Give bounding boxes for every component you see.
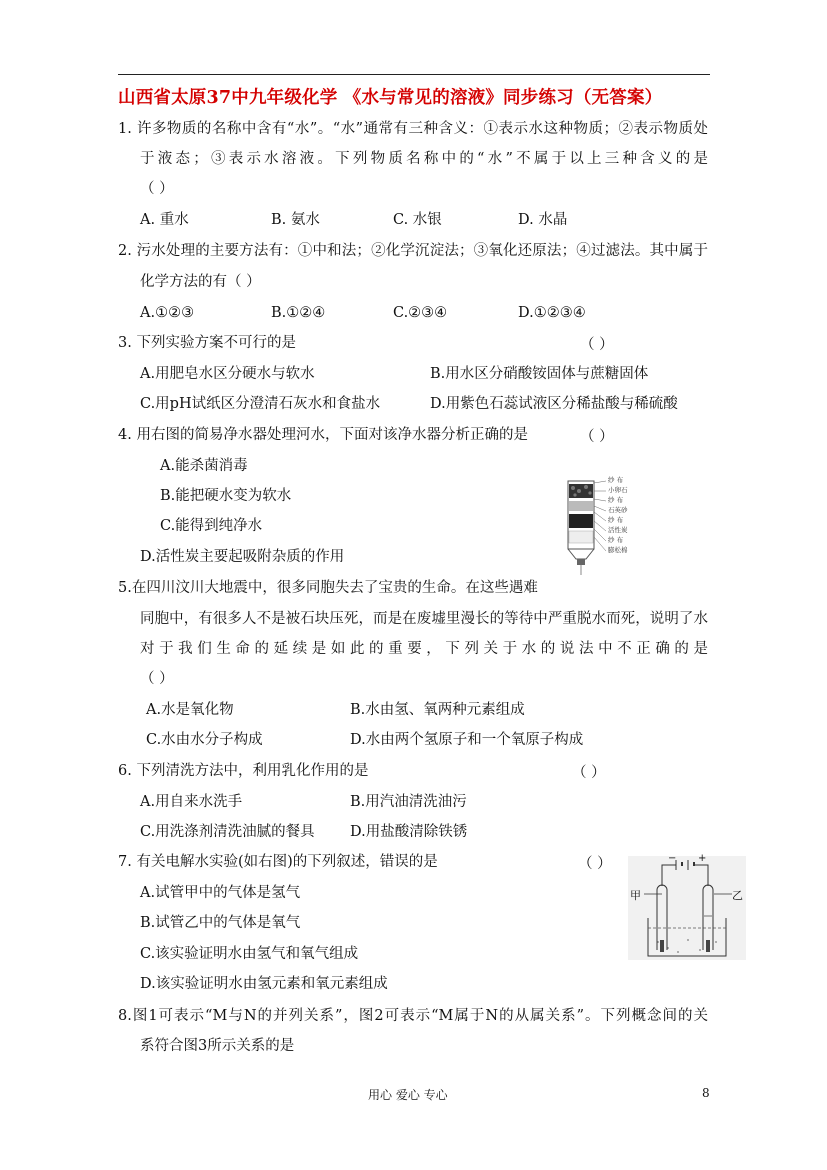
q7-option-c: C.该实验证明水由氢气和氧气组成 bbox=[140, 946, 359, 962]
fig1-label-2: 小卵石 bbox=[608, 486, 628, 494]
q1-answer-paren: （ ） bbox=[140, 181, 174, 197]
q3-answer-paren: （ ） bbox=[580, 337, 614, 353]
page-number: 8 bbox=[702, 1086, 710, 1100]
q6-option-c: C.用洗涤剂清洗油腻的餐具 bbox=[140, 824, 315, 840]
q5-answer-paren: （ ） bbox=[140, 671, 174, 687]
q8-line1: 8.图1可表示“M与N的并列关系”，图2可表示“M属于N的从属关系”。下列概念间的关 bbox=[118, 1008, 708, 1024]
q1-option-c: C. 水银 bbox=[393, 212, 442, 228]
q6-line1: 6. 下列清洗方法中，利用乳化作用的是 bbox=[118, 763, 369, 779]
q7-option-a: A.试管甲中的气体是氢气 bbox=[140, 885, 301, 901]
fig1-label-6: 活性炭 bbox=[608, 526, 628, 534]
q7-answer-paren: （ ） bbox=[578, 856, 612, 872]
fig1-label-8: 膨松棉 bbox=[608, 546, 628, 554]
water-purifier-figure bbox=[560, 475, 680, 585]
q4-option-c: C.能得到纯净水 bbox=[160, 518, 263, 534]
q5-option-d: D.水由两个氢原子和一个氧原子构成 bbox=[350, 732, 584, 748]
q1-line1: 1. 许多物质的名称中含有“水”。“水”通常有三种含义：①表示水这种物质；②表示物质处 bbox=[118, 121, 708, 137]
q2-option-d: D.①②③④ bbox=[518, 305, 586, 321]
q2-option-b: B.①②④ bbox=[271, 305, 326, 321]
fig1-label-3: 纱 布 bbox=[608, 496, 624, 504]
q7-option-b: B.试管乙中的气体是氧气 bbox=[140, 915, 301, 931]
q1-line2: 于液态；③表示水溶液。下列物质名称中的“水”不属于以上三种含义的是 bbox=[140, 151, 708, 167]
q6-option-a: A.用自来水洗手 bbox=[140, 794, 243, 810]
fig2-label-plus: + bbox=[698, 853, 707, 864]
q4-option-a: A.能杀菌消毒 bbox=[160, 458, 248, 474]
fig1-label-7: 纱 布 bbox=[608, 536, 624, 544]
q3-option-c: C.用pH试纸区分澄清石灰水和食盐水 bbox=[140, 396, 381, 412]
q5-option-b: B.水由氢、氧两种元素组成 bbox=[350, 702, 525, 718]
top-rule bbox=[118, 74, 710, 75]
q1-option-d: D. 水晶 bbox=[518, 212, 568, 228]
q7-line1: 7. 有关电解水实验(如右图)的下列叙述，错误的是 bbox=[118, 854, 438, 870]
fig2-label-yi: 乙 bbox=[732, 889, 743, 902]
q1-option-a: A. 重水 bbox=[140, 212, 189, 228]
fig1-label-4: 石英砂 bbox=[608, 506, 628, 514]
q6-option-d: D.用盐酸清除铁锈 bbox=[350, 824, 468, 840]
footer-motto: 用心 爱心 专心 bbox=[368, 1088, 448, 1102]
q3-option-a: A.用肥皂水区分硬水与软水 bbox=[140, 366, 315, 382]
q8-line2: 系符合图3所示关系的是 bbox=[140, 1038, 295, 1054]
fig1-label-5: 纱 布 bbox=[608, 516, 624, 524]
q5-line2: 同胞中，有很多人不是被石块压死，而是在废墟里漫长的等待中严重脱水而死，说明了水 bbox=[140, 611, 708, 627]
fig1-label-1: 纱 布 bbox=[608, 476, 624, 484]
q2-line2: 化学方法的有（ ） bbox=[140, 274, 261, 290]
electrolysis-figure bbox=[628, 853, 746, 960]
q5-line1: 5.在四川汶川大地震中，很多同胞失去了宝贵的生命。在这些遇难 bbox=[118, 580, 538, 596]
q3-option-b: B.用水区分硝酸铵固体与蔗糖固体 bbox=[430, 366, 649, 382]
q6-answer-paren: （ ） bbox=[572, 765, 606, 781]
fig2-label-jia: 甲 bbox=[630, 889, 641, 902]
q4-option-b: B.能把硬水变为软水 bbox=[160, 488, 292, 504]
q2-option-c: C.②③④ bbox=[393, 305, 448, 321]
q4-line1: 4. 用右图的简易净水器处理河水，下面对该净水器分析正确的是 bbox=[118, 427, 528, 443]
q5-line3: 对于我们生命的延续是如此的重要，下列关于水的说法中不正确的是 bbox=[140, 641, 708, 657]
page-title: 山西省太原37中九年级化学 《水与常见的溶液》同步练习（无答案） bbox=[118, 88, 663, 108]
q1-option-b: B. 氨水 bbox=[271, 212, 320, 228]
q7-option-d: D.该实验证明水由氢元素和氧元素组成 bbox=[140, 976, 388, 992]
q2-option-a: A.①②③ bbox=[140, 305, 195, 321]
fig2-label-minus: − bbox=[668, 853, 677, 864]
q3-line1: 3. 下列实验方案不可行的是 bbox=[118, 335, 296, 351]
q6-option-b: B.用汽油清洗油污 bbox=[350, 794, 467, 810]
q3-option-d: D.用紫色石蕊试液区分稀盐酸与稀硫酸 bbox=[430, 396, 678, 412]
q2-line1: 2. 污水处理的主要方法有：①中和法；②化学沉淀法；③氧化还原法；④过滤法。其中属于 bbox=[118, 243, 708, 259]
q4-answer-paren: （ ） bbox=[580, 429, 614, 445]
q5-option-c: C.水由水分子构成 bbox=[146, 732, 263, 748]
q5-option-a: A.水是氧化物 bbox=[146, 702, 234, 718]
q4-option-d: D.活性炭主要起吸附杂质的作用 bbox=[140, 549, 345, 565]
